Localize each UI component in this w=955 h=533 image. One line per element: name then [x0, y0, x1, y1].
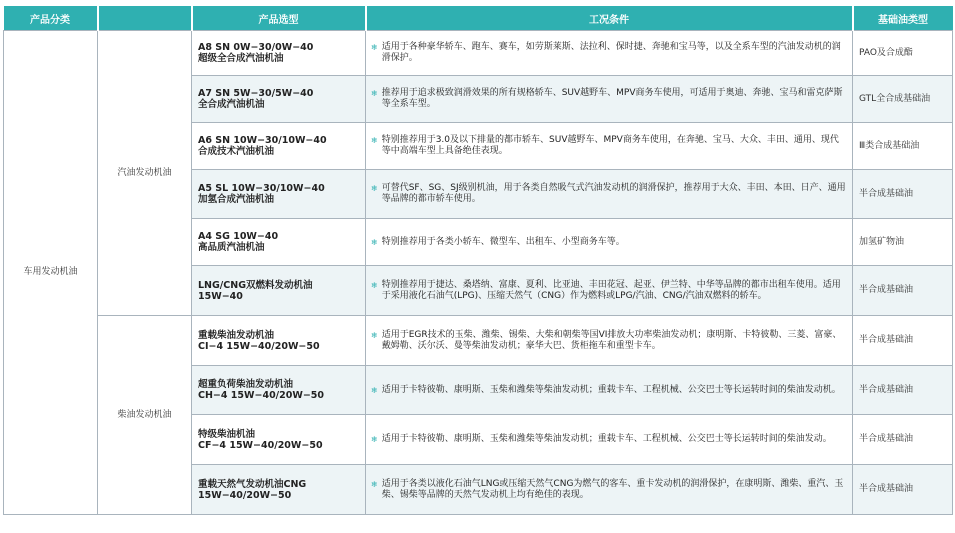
model-desc: 全合成汽油机油	[198, 99, 265, 110]
base-oil-cell: 半合成基础油	[853, 266, 953, 316]
product-table	[3, 6, 953, 515]
header-base-oil: 基础油类型	[853, 6, 953, 31]
model-cell	[192, 366, 366, 415]
header-model: 产品选型	[192, 6, 366, 31]
model-cell	[192, 219, 366, 266]
header-condition: 工况条件	[366, 6, 853, 31]
model-name: A8 SN 0W−30/0W−40	[198, 42, 314, 53]
bullet-icon: ❄	[371, 280, 378, 290]
base-oil-cell: 半合成基础油	[853, 465, 953, 515]
condition-text: 适用于各类以液化石油气LNG或压缩天然气CNG为燃气的客车、重卡发动机的润滑保护，在康明斯、潍柴、重汽、玉柴、锡柴等品牌的天然气发动机上均有绝佳的表现。	[381, 478, 844, 500]
base-oil-cell: 半合成基础油	[853, 366, 953, 415]
base-oil-cell: GTL全合成基础油	[853, 76, 953, 123]
subcategory-gasoline: 汽油发动机油	[98, 31, 192, 316]
model-name: 重载柴油发动机油	[198, 329, 275, 341]
base-oil-cell: 半合成基础油	[853, 170, 953, 219]
base-oil-cell: 半合成基础油	[853, 415, 953, 465]
condition-text: 特别推荐用于3.0及以下排量的都市轿车、SUV越野车、MPV商务车使用，在奔驰、宝马、大众、丰田、通用、现代等中高端车型上具备绝佳表现。	[381, 135, 839, 156]
model-desc: CH−4 15W−40/20W−50	[198, 390, 325, 401]
model-name: A5 SL 10W−30/10W−40	[198, 183, 325, 194]
model-cell	[192, 76, 366, 123]
condition-cell	[366, 170, 853, 219]
model-name: LNG/CNG双燃料发动机油	[198, 279, 313, 291]
base-oil-cell: PAO及合成酯	[853, 31, 953, 76]
condition-cell	[366, 415, 853, 465]
condition-text: 特别推荐用于各类小轿车、微型车、出租车、小型商务车等。	[381, 236, 625, 247]
model-cell	[192, 415, 366, 465]
model-desc: CF−4 15W−40/20W−50	[198, 439, 323, 451]
condition-text: 可替代SF、SG、SJ级别机油，用于各类自然吸气式汽油发动机的润滑保护，推荐用于大众、丰田、本田、日产、通用等品牌的都市轿车使用。	[381, 183, 846, 204]
bullet-icon: ❄	[371, 385, 378, 395]
model-cell	[192, 170, 366, 219]
model-cell	[192, 31, 366, 76]
table-row	[4, 316, 953, 366]
model-desc: 超级全合成汽油机油	[198, 53, 284, 64]
bullet-icon: ❄	[371, 43, 378, 52]
bullet-icon: ❄	[371, 89, 378, 98]
bullet-icon: ❄	[371, 136, 378, 145]
model-name: 重载天然气发动机油CNG	[198, 478, 307, 490]
base-oil-cell: Ⅲ类合成基础油	[853, 123, 953, 170]
condition-text: 适用于EGR技术的玉柴、潍柴、锡柴、大柴和朝柴等国VI排放大功率柴油发动机；康明斯、卡特彼勒、三菱、富豪、戴姆勒、沃尔沃、曼等柴油发动机；豪华大巴、货柜拖车和重型卡车。	[381, 329, 842, 351]
model-name: A7 SN 5W−30/5W−40	[198, 88, 314, 99]
bullet-icon: ❄	[371, 237, 378, 247]
subcategory-diesel: 柴油发动机油	[98, 316, 192, 515]
model-cell	[192, 465, 366, 515]
model-name: A4 SG 10W−40	[198, 231, 279, 242]
base-oil-cell: 加氢矿物油	[853, 219, 953, 266]
model-cell	[192, 266, 366, 316]
condition-text: 推荐用于追求极致润滑效果的所有规格轿车、SUV越野车、MPV商务车使用，可适用于奥迪、奔驰、宝马和雷克萨斯等全系车型。	[381, 88, 843, 109]
model-name: A6 SN 10W−30/10W−40	[198, 135, 327, 146]
header-category: 产品分类	[4, 6, 98, 31]
model-desc: 加氢合成汽油机油	[198, 194, 275, 205]
condition-text: 适用于卡特彼勒、康明斯、玉柴和潍柴等柴油发动机；重载卡车、工程机械、公交巴士等长运转时间的柴油发动机。	[381, 384, 841, 395]
condition-text: 适用于各种豪华轿车、跑车、赛车，如劳斯莱斯、法拉利、保时捷、奔驰和宝马等，以及全系车型的汽油发动机的润滑保护。	[381, 42, 841, 63]
condition-cell	[366, 76, 853, 123]
model-desc: 合成技术汽油机油	[198, 146, 275, 157]
table-row	[4, 31, 953, 76]
condition-text: 适用于卡特彼勒、康明斯、玉柴和潍柴等柴油发动机；重载卡车、工程机械、公交巴士等长运转时间的柴油发动。	[381, 434, 832, 444]
condition-cell	[366, 266, 853, 316]
bullet-icon: ❄	[371, 330, 378, 340]
product-table-container	[3, 6, 952, 515]
condition-text: 特别推荐用于捷达、桑塔纳、富康、夏利、比亚迪、丰田花冠、起亚、伊兰特、中华等品牌的都市出租车使用。适用于采用液化石油气(LPG)、压缩天然气（CNG）作为燃料或LPG/汽油、CNG/汽油双燃料的轿车。	[381, 279, 841, 301]
condition-cell	[366, 316, 853, 366]
header-row	[4, 6, 953, 31]
condition-cell	[366, 465, 853, 515]
model-cell	[192, 123, 366, 170]
header-spacer	[98, 6, 192, 31]
model-name: 超重负荷柴油发动机油	[198, 379, 294, 390]
condition-cell	[366, 219, 853, 266]
model-desc: 高品质汽油机油	[198, 242, 265, 253]
model-name: 特级柴油机油	[198, 428, 256, 440]
model-cell	[192, 316, 366, 366]
model-desc: CI−4 15W−40/20W−50	[198, 340, 320, 352]
bullet-icon: ❄	[371, 479, 378, 489]
condition-cell	[366, 31, 853, 76]
bullet-icon: ❄	[371, 184, 378, 193]
base-oil-cell: 半合成基础油	[853, 316, 953, 366]
condition-cell	[366, 366, 853, 415]
model-desc: 15W−40/20W−50	[198, 489, 292, 501]
bullet-icon: ❄	[371, 435, 378, 444]
condition-cell	[366, 123, 853, 170]
model-desc: 15W−40	[198, 290, 243, 302]
category-cell: 车用发动机油	[4, 31, 98, 515]
